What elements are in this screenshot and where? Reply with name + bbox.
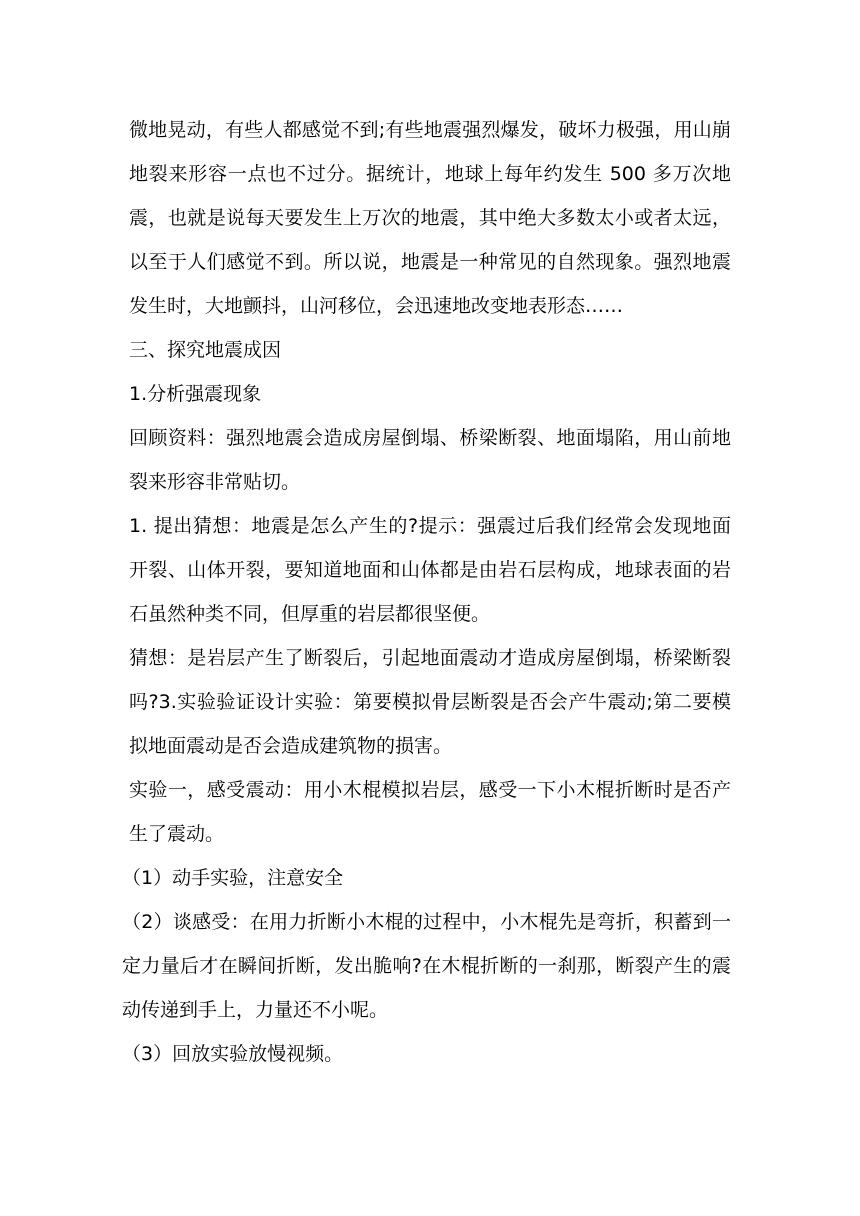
document-body [122, 108, 731, 1076]
paragraph-experiment-one: 实验一，感受震动：用小木棍模拟岩层，感受一下小木棍折断时是否产生了震动。 [129, 779, 731, 845]
paragraph-hypothesis-experiment: 猜想：是岩层产生了断裂后，引起地面震动才造成房屋倒塌，桥梁断裂吗?3.实验验证设计实验：第要模拟骨层断裂是否会产牛震动;第二要模拟地面震动是否会造成建筑物的损害。 [129, 647, 731, 757]
list-item-step-3: （3）回放实验放慢视频。 [122, 1043, 344, 1065]
paragraph-review-material: 回顾资料：强烈地震会造成房屋倒塌、桥梁断裂、地面塌陷，用山前地裂来形容非常贴切。 [129, 427, 731, 493]
section-heading-earthquake-cause: 三、探究地震成因 [129, 339, 282, 361]
paragraph-earthquake-intro: 微地晃动，有些人都感觉不到;有些地震强烈爆发，破坏力极强，用山崩地裂来形容一点也不过分。据统计，地球上每年约发生 500 多万次地震，也就是说每天要发生上万次的地震，其中绝大多数太小或者太远，以至于人们感觉不到。所以说，地震是一种常见的自然现象。强烈地震发生时，大地颤抖，山河移位，会迅速地改变地表形态…… [129, 119, 731, 317]
subheading-strong-quake-analysis: 1.分析强震现象 [129, 383, 262, 405]
list-item-step-2: （2）谈感受：在用力折断小木棍的过程中，小木棍先是弯折，积蓄到一定力量后才在瞬间折断，发出脆响?在木棍折断的一刹那，断裂产生的震动传递到手上，力量还不小呢。 [122, 911, 731, 1021]
paragraph-hypothesis-prompt: 1. 提出猜想：地震是怎么产生的?提示：强震过后我们经常会发现地面开裂、山体开裂，要知道地面和山体都是由岩石层构成，地球表面的岩石虽然种类不同，但厚重的岩层都很坚便。 [129, 515, 731, 625]
list-item-step-1: （1）动手实验，注意安全 [122, 867, 344, 889]
